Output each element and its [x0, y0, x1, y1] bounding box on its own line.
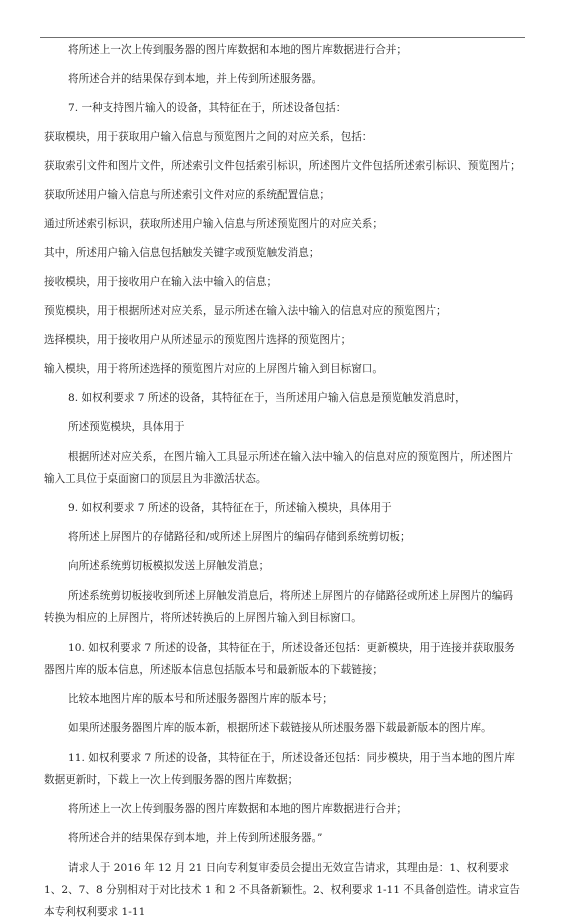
paragraph: 如果所述服务器图片库的版本新，根据所述下载链接从所述服务器下载最新版本的图片库。 — [68, 722, 492, 734]
paragraph: 将所述合并的结果保存到本地，并上传到所述服务器。 — [68, 73, 323, 85]
paragraph: 预览模块，用于根据所述对应关系，显示所述在输入法中输入的信息对应的预览图片； — [44, 305, 447, 317]
claim-7-heading: 7. 一种支持图片输入的设备，其特征在于，所述设备包括： — [68, 102, 347, 114]
paragraph: 获取模块，用于获取用户输入信息与预览图片之间的对应关系，包括： — [44, 131, 373, 143]
paragraph: 将所述上屏图片的存储路径和/或所述上屏图片的编码存储到系统剪切板； — [68, 531, 411, 543]
paragraph: 将所述上一次上传到服务器的图片库数据和本地的图片库数据进行合并； — [68, 803, 407, 815]
paragraph: 通过所述索引标识，获取所述用户输入信息与所述预览图片的对应关系； — [44, 218, 383, 230]
paragraph: 根据所述对应关系，在图片输入工具显示所述在输入法中输入的信息对应的预览图片，所述图片输入工具位于桌面窗口的顶层且为非激活状态。 — [44, 451, 513, 485]
claim-9-heading: 9. 如权利要求 7 所述的设备，其特征在于，所述输入模块，具体用于 — [68, 502, 392, 514]
paragraph: 输入模块，用于将所述选择的预览图片对应的上屏图片输入到目标窗口。 — [44, 363, 383, 375]
paragraph: 获取所述用户输入信息与所述索引文件对应的系统配置信息； — [44, 189, 331, 201]
paragraph: 所述系统剪切板接收到所述上屏触发消息后，将所述上屏图片的存储路径或所述上屏图片的编码转换为相应的上屏图片，将所述转换后的上屏图片输入到目标窗口。 — [44, 590, 513, 624]
paragraph: 获取索引文件和图片文件，所述索引文件包括索引标识，所述图片文件包括所述索引标识、预览图片； — [44, 160, 521, 172]
paragraph: 所述预览模块，具体用于 — [68, 421, 185, 433]
paragraph: 比较本地图片库的版本号和所述服务器图片库的版本号； — [68, 693, 333, 705]
paragraph: 选择模块，用于接收用户从所述显示的预览图片选择的预览图片； — [44, 334, 352, 346]
paragraph: 将所述上一次上传到服务器的图片库数据和本地的图片库数据进行合并； — [68, 44, 407, 56]
paragraph: 其中，所述用户输入信息包括触发关键字或预览触发消息； — [44, 247, 320, 259]
claim-8-heading: 8. 如权利要求 7 所述的设备，其特征在于，当所述用户输入信息是预览触发消息时， — [68, 392, 466, 404]
paragraph: 将所述合并的结果保存到本地，并上传到所述服务器。” — [68, 832, 323, 844]
paragraph: 向所述系统剪切板模拟发送上屏触发消息； — [68, 560, 270, 572]
claim-10-heading: 10. 如权利要求 7 所述的设备，其特征在于，所述设备还包括：更新模块，用于连接并获取服务器图片库的版本信息，所述版本信息包括版本号和最新版本的下载链接； — [44, 642, 515, 676]
claim-11-heading: 11. 如权利要求 7 所述的设备，其特征在于，所述设备还包括：同步模块，用于当本地的图片库数据更新时，下载上一次上传到服务器的图片库数据； — [44, 752, 515, 786]
document-body — [44, 38, 522, 923]
request-paragraph: 请求人于 2016 年 12 月 21 日向专利复审委员会提出无效宣告请求，其理由是：1、权利要求 1、2、7、8 分别相对于对比技术 1 和 2 不具备新颖性。2、权利要求 1-11 不具备创造性。请求宣告本专利权利要求 1-11 — [44, 862, 520, 918]
paragraph: 接收模块，用于接收用户在输入法中输入的信息； — [44, 276, 278, 288]
